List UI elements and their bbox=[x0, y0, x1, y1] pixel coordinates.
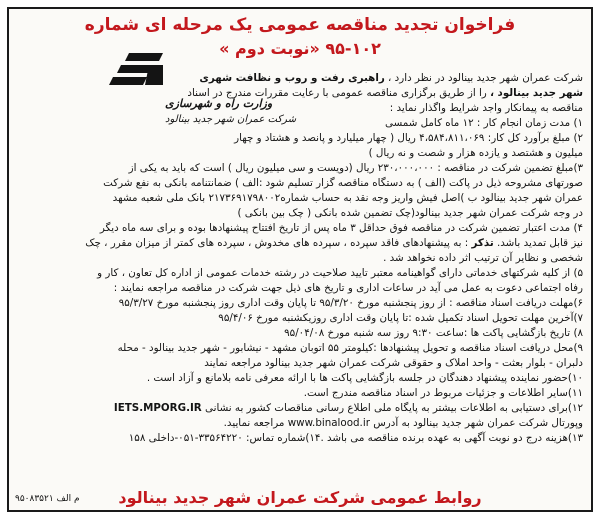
portal-text-end: مراجعه نمایید. bbox=[223, 417, 288, 429]
intro-text: شرکت عمران شهر جدید بینالود در نظر دارد ، bbox=[384, 72, 583, 84]
item-guarantee-account: عمران شهر جدید بینالود ب )اصل فیش واریز وجه نقد به حساب شماره۲۱۷۳۶۹۱۷۹۸۰۰۲ بانک ملی شعبه مشهد bbox=[112, 192, 583, 204]
item-opening-date: ۸) تاریخ بازگشایی پاکت ها :ساعت ۹:۳۰ روز سه شنبه مورخ ۹۵/۰۴/۰۸ bbox=[284, 327, 583, 339]
item-cost-contact: ۱۳)هزینه درج دو نوبت آگهی به عهده برنده مناقصه می باشد .۱۴)شماره تماس: ۳۳۵۶۴۲۲۰-۰۵۱-داخلی ۱۵۸ bbox=[128, 432, 583, 444]
tender-notice bbox=[7, 7, 593, 512]
item-eligibility-cont: رفاه اجتماعی دعوت به عمل می آید در ساعات اداری و تاریخ های ذیل جهت شرکت در مناقصه مراجعه نمایند : bbox=[113, 282, 583, 294]
item-doc-deadline: ۶)مهلت دریافت اسناد مناقصه : از روز پنجشنبه مورخ ۹۵/۳/۲۰ تا پایان وقت اداری روز پنجشنبه مورخ ۹۵/۳/۲۷ bbox=[118, 297, 583, 309]
portal-link[interactable]: www.binalood.ir bbox=[287, 417, 370, 429]
note-text: : به پیشنهادهای فاقد سپرده ، سپرده های مخدوش ، سپرده های کمتر از میزان مقرر ، چک bbox=[85, 237, 472, 249]
item-location: ۹)محل دریافت اسناد مناقصه و تحویل پیشنهادها :کیلومتر ۵۵ اتوبان مشهد - نیشابور - شهر جدید بینالود - محله bbox=[117, 342, 583, 354]
intro-line-1 bbox=[199, 71, 583, 85]
validity-text: نیز قابل تمدید باشد. bbox=[493, 237, 583, 249]
ministry-name: وزارت راه و شهرسازی bbox=[165, 97, 273, 110]
item-guarantee-forms: صورتهای مشروحه ذیل در پاکت (الف ) به دستگاه مناقصه گزار تسلیم شود :الف ) ضمانتنامه بانکی به نفع شرکت bbox=[103, 177, 583, 189]
item-guarantee: ۳)مبلغ تضمین شرکت در مناقصه : ۲۳۰،۰۰۰،۰۰۰ ریال (دویست و سی میلیون ریال ) است که باید به یکی از bbox=[128, 162, 583, 174]
item-more-info bbox=[114, 401, 583, 415]
item-estimate-words: میلیون و هشتصد و یازده هزار و شصت و نه ریال ) bbox=[368, 147, 583, 159]
intro-line-3: مناقصه به پیمانکار واجد شرایط واگذار نماید : bbox=[389, 102, 583, 114]
intro-text: را از طریق برگزاری مناقصه عمومی با رعایت مقررات مندرج در اسناد bbox=[187, 87, 491, 99]
item-eligibility: ۵) از کلیه شرکتهای خدماتی دارای گواهینامه معتبر تایید صلاحیت در رشته خدمات عمومی از اداره کل تعاون ، کار و bbox=[97, 267, 583, 279]
item-location-cont: دلبران - بلوار بعثت - واحد املاک و حقوقی شرکت عمران شهر جدید بینالود مراجعه نمایند bbox=[204, 357, 583, 369]
notice-title: فراخوان تجدید مناقصه عمومی یک مرحله ای شماره bbox=[84, 15, 516, 35]
more-info-text: ۱۲)برای دستیابی به اطلاعات بیشتر به پایگاه ملی اطلاع رسانی مناقصات کشور به نشانی bbox=[201, 402, 583, 414]
ad-code: م الف ۹۵۰۸۳۵۲۱ bbox=[15, 494, 80, 504]
item-validity: ۴) مدت اعتبار تضمین شرکت در مناقصه فوق حداقل ۳ ماه پس از تاریخ افتتاح پیشنهادها بوده و برای سه ماه دیگر bbox=[99, 222, 583, 234]
item-validity-note bbox=[85, 236, 583, 250]
note-label: تذکر bbox=[471, 237, 494, 249]
item-duration: ۱) مدت زمان انجام کار : ۱۲ ماه کامل شمسی bbox=[385, 117, 583, 129]
public-relations-signature: روابط عمومی شرکت عمران شهر جدید بینالود bbox=[118, 488, 482, 507]
item-guarantee-check: در وجه شرکت عمران شهر جدید بینالود(چک تضمین شده بانکی ( چک بین بانکی ) bbox=[237, 207, 583, 219]
intro-subject: راهبری رفت و روب و نظافت شهری bbox=[199, 72, 385, 84]
iets-link[interactable]: IETS.MPORG.IR bbox=[113, 402, 202, 414]
item-attendance: ۱۰)حضور نماینده پیشنهاد دهندگان در جلسه بازگشایی پاکت ها با ارائه معرفی نامه بلامانع و آزاد است . bbox=[146, 372, 583, 384]
intro-city: شهر جدید بینالود ، bbox=[490, 87, 583, 99]
notice-number: ۹۵-۱۰۲ «نوبت دوم » bbox=[219, 39, 381, 58]
item-validity-end: شخصی و نظایر آن ترتیب اثر داده نخواهد شد . bbox=[383, 252, 583, 264]
company-logo-name: شرکت عمران شهر جدید بینالود bbox=[165, 114, 297, 125]
intro-line-2 bbox=[187, 86, 583, 100]
portal-text: وپورتال شرکت عمران شهر جدید بینالود به آدرس bbox=[369, 417, 583, 429]
item-estimate: ۲) مبلغ برآورد کل کار: ۴،۵۸۴،۸۱۱،۰۶۹ ریال ( چهار میلیارد و پانصد و هشتاد و چهار bbox=[234, 132, 583, 144]
item-submission-deadline: ۷)آخرین مهلت تحویل اسناد تکمیل شده :تا پایان وقت اداری روزیکشنبه مورخ ۹۵/۴/۰۶ bbox=[218, 312, 583, 324]
item-portal bbox=[224, 416, 583, 430]
item-other-info: ۱۱)سایر اطلاعات و جزئیات مربوط در اسناد مناقصه مندرج است. bbox=[303, 387, 583, 399]
